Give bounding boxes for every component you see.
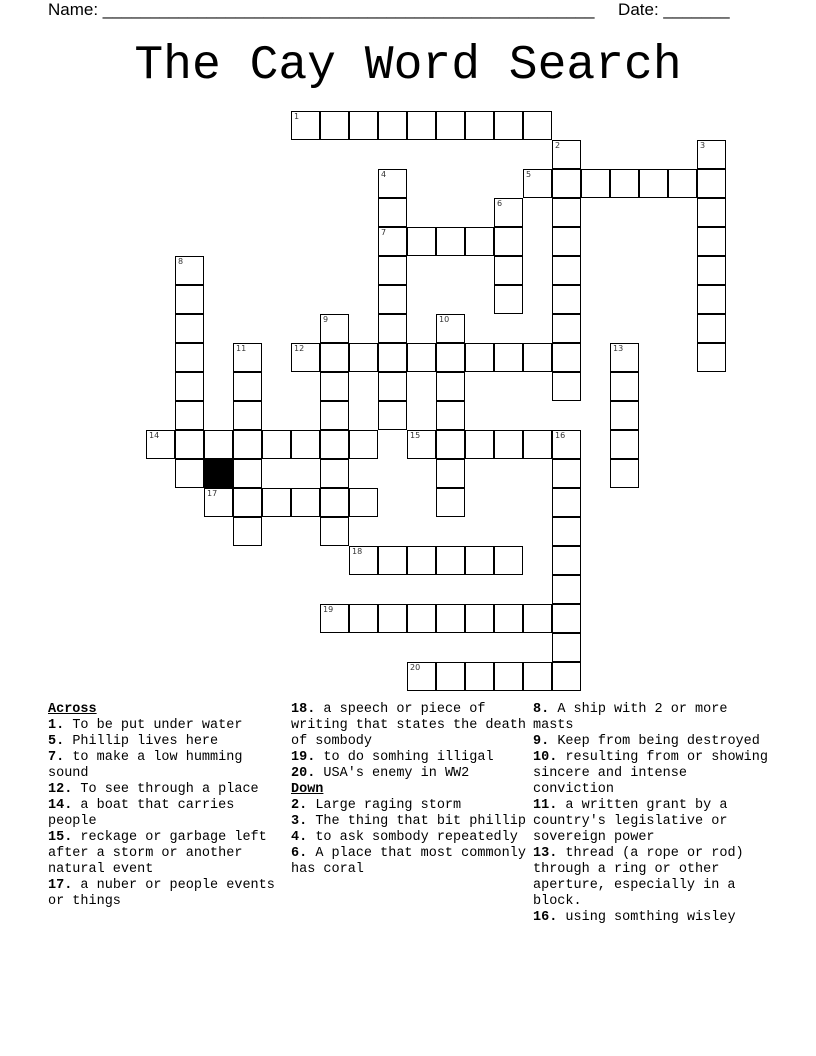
grid-cell[interactable] xyxy=(407,227,436,256)
clue-item-text: The thing that bit phillip xyxy=(315,814,526,829)
grid-cell[interactable] xyxy=(233,459,262,488)
clue-item-number: 14. xyxy=(48,798,73,813)
clue-item-text: To be put under water xyxy=(72,718,243,733)
clue-item xyxy=(48,798,284,830)
grid-cell[interactable] xyxy=(378,546,407,575)
grid-cell[interactable] xyxy=(378,285,407,314)
grid-cell[interactable] xyxy=(262,430,291,459)
grid-cell[interactable] xyxy=(697,140,726,169)
clue-number: 15 xyxy=(410,431,421,440)
clue-number: 13 xyxy=(613,344,624,353)
grid-cell[interactable] xyxy=(465,662,494,691)
clue-item-number: 10. xyxy=(533,750,558,765)
grid-cell[interactable] xyxy=(523,169,552,198)
grid-cell[interactable] xyxy=(407,604,436,633)
clue-item xyxy=(291,846,527,878)
grid-cell[interactable] xyxy=(436,459,465,488)
grid-cell[interactable] xyxy=(320,459,349,488)
clue-item-number: 1. xyxy=(48,718,65,733)
clue-number: 11 xyxy=(236,344,247,353)
grid-cell[interactable] xyxy=(204,488,233,517)
down-clue-list-continued xyxy=(533,702,769,926)
grid-cell[interactable] xyxy=(552,169,581,198)
grid-cell[interactable] xyxy=(436,604,465,633)
clue-item-text: Large raging storm xyxy=(315,798,462,813)
grid-cell[interactable] xyxy=(407,546,436,575)
clues-column-3 xyxy=(533,702,769,926)
grid-cell[interactable] xyxy=(233,343,262,372)
grid-cell[interactable] xyxy=(146,430,175,459)
grid-cell[interactable] xyxy=(494,285,523,314)
clue-item-number: 16. xyxy=(533,910,558,925)
clues-column-2 xyxy=(291,702,527,878)
grid-cell[interactable] xyxy=(436,372,465,401)
clue-item xyxy=(291,750,527,766)
grid-cell[interactable] xyxy=(349,430,378,459)
grid-cell[interactable] xyxy=(494,256,523,285)
grid-cell[interactable] xyxy=(552,488,581,517)
clue-number: 8 xyxy=(178,257,184,266)
clue-number: 10 xyxy=(439,315,450,324)
grid-cell[interactable] xyxy=(320,488,349,517)
clue-item-number: 13. xyxy=(533,846,558,861)
clue-item-number: 20. xyxy=(291,766,316,781)
clue-number: 3 xyxy=(700,141,706,150)
grid-cell[interactable] xyxy=(552,459,581,488)
clue-item xyxy=(48,718,284,734)
clue-item xyxy=(533,846,769,910)
clue-item-text: To see through a place xyxy=(80,782,259,797)
grid-cell[interactable] xyxy=(436,662,465,691)
clue-item-number: 8. xyxy=(533,702,550,717)
grid-cell[interactable] xyxy=(378,111,407,140)
clue-item-text: A ship with 2 or more masts xyxy=(533,702,728,733)
grid-cell[interactable] xyxy=(262,488,291,517)
grid-cell[interactable] xyxy=(291,488,320,517)
clue-item-number: 5. xyxy=(48,734,65,749)
clue-item xyxy=(48,830,284,878)
grid-cell[interactable] xyxy=(494,343,523,372)
clue-item xyxy=(291,814,527,830)
clue-number: 2 xyxy=(555,141,561,150)
clue-item-number: 19. xyxy=(291,750,316,765)
grid-cell[interactable] xyxy=(697,314,726,343)
clue-item-text: a nuber or people events or things xyxy=(48,878,275,909)
grid-cell[interactable] xyxy=(378,169,407,198)
grid-cell[interactable] xyxy=(436,343,465,372)
grid-cell[interactable] xyxy=(320,111,349,140)
grid-cell[interactable] xyxy=(378,314,407,343)
grid-cell[interactable] xyxy=(320,314,349,343)
clue-item-number: 6. xyxy=(291,846,308,861)
grid-cell[interactable] xyxy=(291,343,320,372)
clue-item xyxy=(291,798,527,814)
clue-number: 9 xyxy=(323,315,329,324)
clue-number: 5 xyxy=(526,170,532,179)
grid-cell[interactable] xyxy=(436,430,465,459)
clue-item xyxy=(291,702,527,750)
grid-cell[interactable] xyxy=(494,198,523,227)
grid-cell[interactable] xyxy=(175,285,204,314)
grid-cell[interactable] xyxy=(407,662,436,691)
clue-number: 6 xyxy=(497,199,503,208)
grid-cell[interactable] xyxy=(436,227,465,256)
grid-cell[interactable] xyxy=(552,546,581,575)
clue-item-number: 2. xyxy=(291,798,308,813)
across-clue-list-continued xyxy=(291,702,527,782)
grid-cell[interactable] xyxy=(175,343,204,372)
clue-item-text: to make a low humming sound xyxy=(48,750,243,781)
grid-cell[interactable] xyxy=(465,343,494,372)
across-heading: Across xyxy=(48,702,97,717)
grid-cell[interactable] xyxy=(378,256,407,285)
grid-cell[interactable] xyxy=(494,111,523,140)
grid-cell[interactable] xyxy=(465,430,494,459)
clue-item-text: using somthing wisley xyxy=(565,910,736,925)
clue-item xyxy=(291,766,527,782)
grid-cell[interactable] xyxy=(552,575,581,604)
grid-cell[interactable] xyxy=(320,343,349,372)
clue-number: 7 xyxy=(381,228,387,237)
grid-cell[interactable] xyxy=(610,401,639,430)
grid-cell[interactable] xyxy=(494,430,523,459)
grid-cell[interactable] xyxy=(552,430,581,459)
clue-item xyxy=(48,878,284,910)
grid-cell[interactable] xyxy=(552,256,581,285)
clue-number: 19 xyxy=(323,605,334,614)
grid-cell[interactable] xyxy=(494,604,523,633)
grid-cell[interactable] xyxy=(523,604,552,633)
grid-cell[interactable] xyxy=(610,459,639,488)
grid-cell[interactable] xyxy=(407,430,436,459)
clues-column-1 xyxy=(48,702,284,910)
grid-cell[interactable] xyxy=(378,198,407,227)
clue-item-text: Keep from being destroyed xyxy=(557,734,760,749)
grid-cell[interactable] xyxy=(233,401,262,430)
clue-item-number: 4. xyxy=(291,830,308,845)
grid-cell[interactable] xyxy=(349,488,378,517)
grid-cell[interactable] xyxy=(697,198,726,227)
clue-item-text: to ask sombody repeatedly xyxy=(315,830,518,845)
clue-item xyxy=(291,830,527,846)
clue-number: 1 xyxy=(294,112,300,121)
grid-cell[interactable] xyxy=(552,285,581,314)
grid-cell[interactable] xyxy=(349,343,378,372)
clue-item-number: 17. xyxy=(48,878,73,893)
grid-cell[interactable] xyxy=(320,401,349,430)
grid-cell[interactable] xyxy=(552,343,581,372)
grid-cell[interactable] xyxy=(552,314,581,343)
grid-cell[interactable] xyxy=(465,111,494,140)
grid-cell[interactable] xyxy=(233,517,262,546)
clue-item-text: Phillip lives here xyxy=(72,734,219,749)
grid-cell[interactable] xyxy=(175,430,204,459)
grid-cell[interactable] xyxy=(175,401,204,430)
grid-cell[interactable] xyxy=(320,372,349,401)
grid-cell[interactable] xyxy=(523,662,552,691)
grid-cell[interactable] xyxy=(175,372,204,401)
grid-cell[interactable] xyxy=(697,256,726,285)
grid-cell[interactable] xyxy=(523,111,552,140)
clue-item-text: reckage or garbage left after a storm or another natural event xyxy=(48,830,267,877)
clue-item-number: 15. xyxy=(48,830,73,845)
grid-cell[interactable] xyxy=(378,227,407,256)
grid-cell[interactable] xyxy=(233,372,262,401)
grid-cell[interactable] xyxy=(697,285,726,314)
grid-cell[interactable] xyxy=(349,546,378,575)
grid-cell[interactable] xyxy=(552,140,581,169)
clue-number: 18 xyxy=(352,547,363,556)
grid-cell[interactable] xyxy=(291,111,320,140)
grid-cell[interactable] xyxy=(320,430,349,459)
grid-cell[interactable] xyxy=(436,401,465,430)
grid-cell[interactable] xyxy=(465,546,494,575)
grid-cell[interactable] xyxy=(552,633,581,662)
grid-cell[interactable] xyxy=(668,169,697,198)
clue-item-text: thread (a rope or rod) through a ring or other aperture, especially in a block. xyxy=(533,846,744,909)
grid-cell[interactable] xyxy=(639,169,668,198)
grid-cell[interactable] xyxy=(436,488,465,517)
grid-cell[interactable] xyxy=(378,604,407,633)
clue-item-number: 3. xyxy=(291,814,308,829)
grid-cell[interactable] xyxy=(465,227,494,256)
grid-cell[interactable] xyxy=(407,111,436,140)
across-clue-list xyxy=(48,718,284,910)
grid-cell[interactable] xyxy=(610,343,639,372)
grid-cell[interactable] xyxy=(175,256,204,285)
clue-item-text: resulting from or showing sincere and intense conviction xyxy=(533,750,768,797)
grid-cell[interactable] xyxy=(697,169,726,198)
grid-cell[interactable] xyxy=(349,111,378,140)
grid-cell[interactable] xyxy=(552,517,581,546)
page-title: The Cay Word Search xyxy=(134,39,682,93)
clue-item-number: 18. xyxy=(291,702,316,717)
down-heading: Down xyxy=(291,782,324,797)
clue-number: 12 xyxy=(294,344,305,353)
clue-item-number: 7. xyxy=(48,750,65,765)
black-square xyxy=(204,459,233,488)
grid-cell[interactable] xyxy=(436,314,465,343)
clue-item xyxy=(533,798,769,846)
grid-cell[interactable] xyxy=(175,314,204,343)
grid-cell[interactable] xyxy=(552,227,581,256)
grid-cell[interactable] xyxy=(407,343,436,372)
clue-item-number: 11. xyxy=(533,798,558,813)
grid-cell[interactable] xyxy=(610,372,639,401)
clue-item-number: 9. xyxy=(533,734,550,749)
clue-item-text: A place that most commonly has coral xyxy=(291,846,526,877)
grid-cell[interactable] xyxy=(291,430,320,459)
grid-cell[interactable] xyxy=(233,430,262,459)
grid-cell[interactable] xyxy=(349,604,378,633)
grid-cell[interactable] xyxy=(552,198,581,227)
clue-item xyxy=(533,702,769,734)
grid-cell[interactable] xyxy=(320,604,349,633)
clue-item-text: a boat that carries people xyxy=(48,798,235,829)
grid-cell[interactable] xyxy=(320,517,349,546)
grid-cell[interactable] xyxy=(697,227,726,256)
grid-cell[interactable] xyxy=(233,488,262,517)
clue-item xyxy=(533,910,769,926)
grid-cell[interactable] xyxy=(697,343,726,372)
clue-number: 16 xyxy=(555,431,566,440)
grid-cell[interactable] xyxy=(175,459,204,488)
clue-number: 4 xyxy=(381,170,387,179)
clue-item xyxy=(48,734,284,750)
grid-cell[interactable] xyxy=(494,546,523,575)
grid-cell[interactable] xyxy=(552,372,581,401)
clue-number: 14 xyxy=(149,431,160,440)
grid-cell[interactable] xyxy=(523,343,552,372)
grid-cell[interactable] xyxy=(378,372,407,401)
grid-cell[interactable] xyxy=(610,430,639,459)
clue-item-number: 12. xyxy=(48,782,73,797)
grid-cell[interactable] xyxy=(494,227,523,256)
clue-item xyxy=(533,750,769,798)
grid-cell[interactable] xyxy=(610,169,639,198)
clue-number: 17 xyxy=(207,489,218,498)
grid-cell[interactable] xyxy=(204,430,233,459)
grid-cell[interactable] xyxy=(581,169,610,198)
clue-item-text: USA's enemy in WW2 xyxy=(323,766,470,781)
clue-item xyxy=(533,734,769,750)
down-clue-list xyxy=(291,798,527,878)
grid-cell[interactable] xyxy=(494,662,523,691)
grid-cell[interactable] xyxy=(436,111,465,140)
name-date-line: Name: ____________________________________________________ Date: _______ xyxy=(48,0,730,19)
grid-cell[interactable] xyxy=(552,604,581,633)
grid-cell[interactable] xyxy=(378,343,407,372)
grid-cell[interactable] xyxy=(378,401,407,430)
grid-cell[interactable] xyxy=(465,604,494,633)
grid-cell[interactable] xyxy=(523,430,552,459)
clue-item xyxy=(48,782,284,798)
clue-item-text: a written grant by a country's legislative or sovereign power xyxy=(533,798,728,845)
grid-cell[interactable] xyxy=(552,662,581,691)
clue-item-text: to do somhing illigal xyxy=(323,750,494,765)
clue-item xyxy=(48,750,284,782)
grid-cell[interactable] xyxy=(436,546,465,575)
clue-item-text: a speech or piece of writing that states the death of sombody xyxy=(291,702,526,749)
clue-number: 20 xyxy=(410,663,421,672)
